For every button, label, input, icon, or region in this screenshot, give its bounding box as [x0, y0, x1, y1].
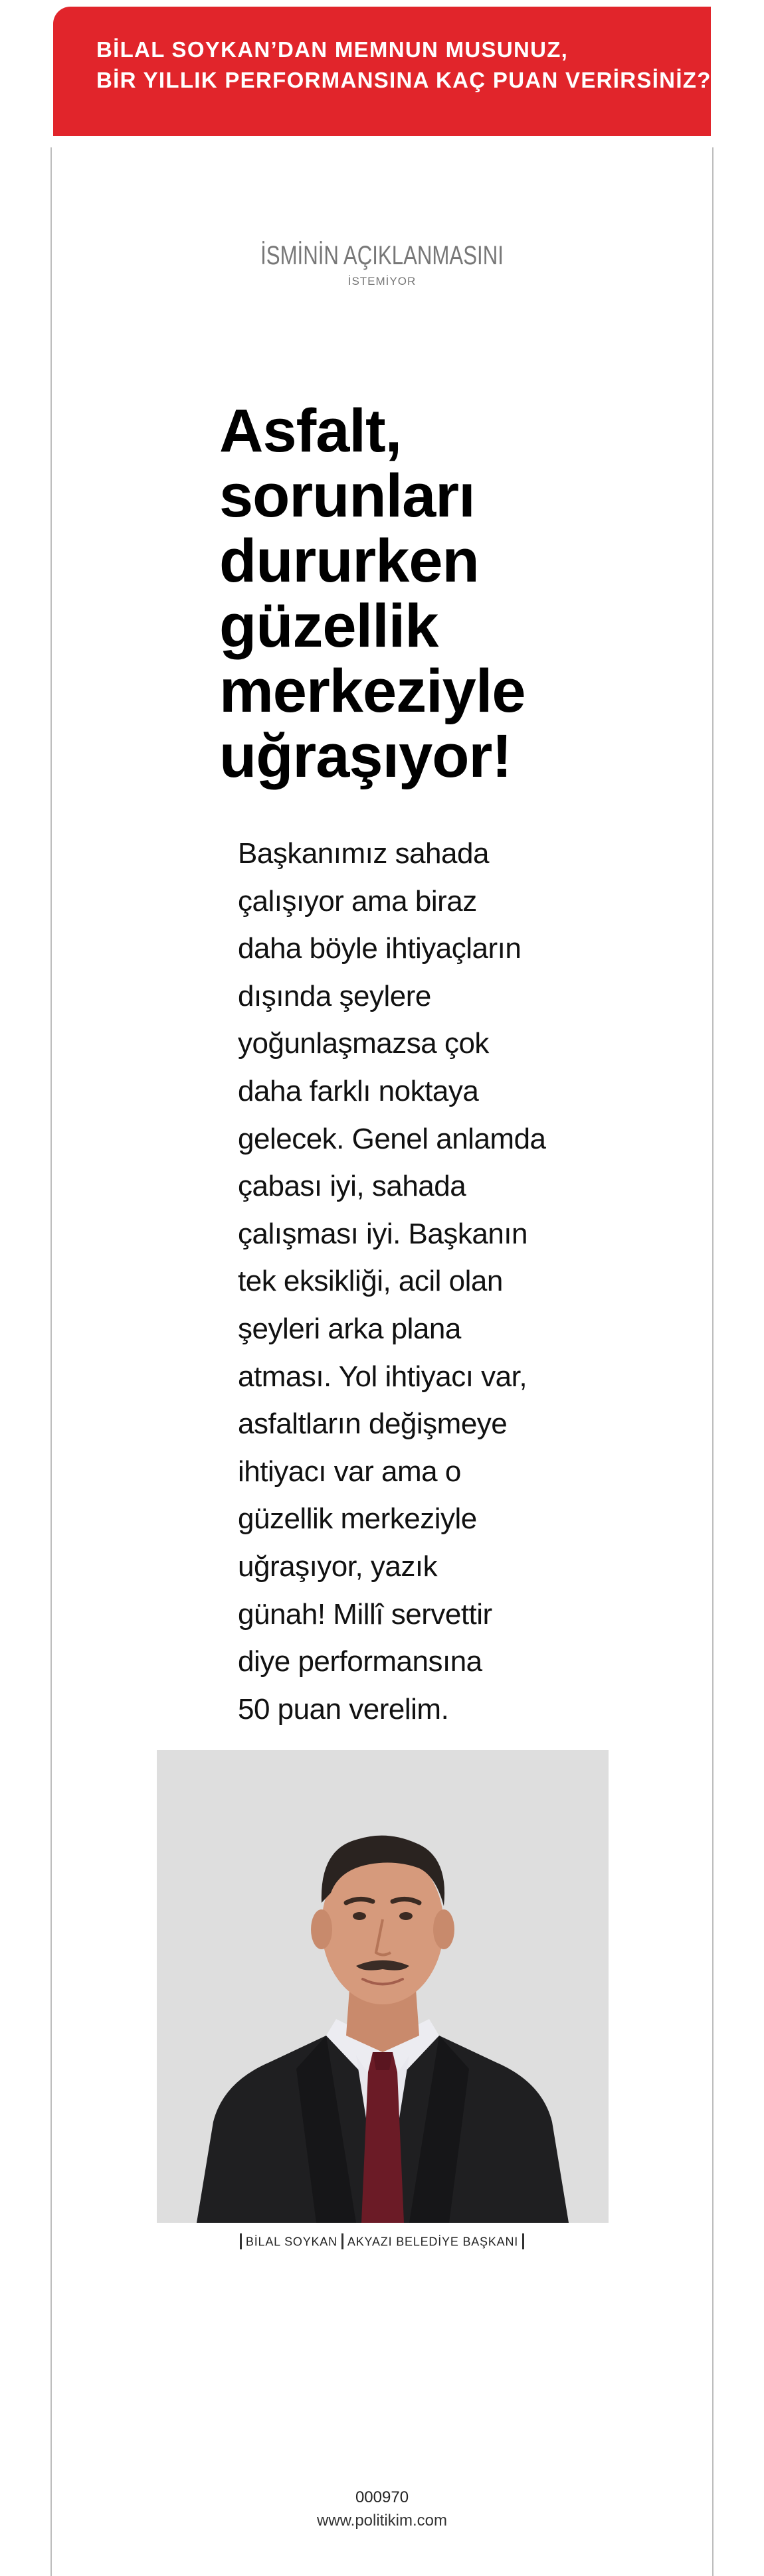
mayor-portrait-photo — [157, 1750, 609, 2223]
headline — [219, 398, 591, 789]
body-line: asfaltların değişmeye — [238, 1408, 508, 1441]
body-line: çalışması iyi. Başkanın — [238, 1217, 527, 1250]
body-line: daha farklı noktaya — [238, 1074, 479, 1107]
body-line: dışında şeylere — [238, 979, 431, 1012]
right-ear — [433, 1909, 454, 1949]
body-line: çalışıyor ama biraz — [238, 884, 477, 918]
body-line: 50 puan verelim. — [238, 1692, 449, 1726]
banner-line-2: BİR YILLIK PERFORMANSINA KAÇ PUAN VERİRSİNİZ? — [96, 68, 712, 92]
left-eye — [353, 1912, 366, 1920]
right-eye — [399, 1912, 413, 1920]
body-line: çabası iyi, sahada — [238, 1170, 466, 1203]
speaker-subtitle: İSTEMİYOR — [347, 275, 417, 287]
caption-title: AKYAZI BELEDİYE BAŞKANI — [347, 2235, 519, 2249]
headline-line: güzellik — [219, 592, 438, 660]
body-line: daha böyle ihtiyaçların — [238, 932, 522, 965]
caption-name: BİLAL SOYKAN — [245, 2235, 337, 2249]
body-line: şeyleri arka plana — [238, 1312, 461, 1345]
question-banner — [53, 7, 711, 136]
caption-divider — [240, 2233, 242, 2249]
body-line: ihtiyacı var ama o — [238, 1455, 461, 1488]
body-line: Başkanımız sahada — [238, 837, 489, 870]
body-line: gelecek. Genel anlamda — [238, 1122, 546, 1155]
headline-line: Asfalt, — [219, 397, 402, 465]
page-border-left — [50, 147, 52, 2576]
portrait-illustration — [157, 1750, 609, 2223]
body-line: yoğunlaşmazsa çok — [238, 1027, 489, 1060]
left-ear — [311, 1909, 332, 1949]
caption-divider — [522, 2233, 524, 2249]
headline-line: uğraşıyor! — [219, 722, 512, 790]
body-line: uğraşıyor, yazık — [238, 1550, 438, 1583]
quote-body — [238, 830, 570, 1733]
body-line: güzellik merkeziyle — [238, 1502, 477, 1536]
caption-divider — [341, 2233, 343, 2249]
footer-url: www.politikim.com — [316, 2512, 448, 2530]
tie-knot — [373, 2052, 393, 2070]
page-border-right — [712, 147, 714, 2576]
body-line: diye performansına — [238, 1645, 482, 1678]
speaker-name: İSMİNİN AÇIKLANMASINI — [260, 241, 504, 270]
headline-line: sorunları — [219, 462, 475, 530]
headline-line: dururken — [219, 527, 479, 595]
body-line: günah! Millî servettir — [238, 1597, 492, 1631]
footer-code: 000970 — [355, 2488, 409, 2506]
body-line: tek eksikliği, acil olan — [238, 1265, 503, 1298]
banner-line-1: BİLAL SOYKAN’DAN MEMNUN MUSUNUZ, — [96, 37, 569, 62]
headline-line: merkeziyle — [219, 657, 525, 725]
photo-caption — [0, 2232, 764, 2250]
body-line: atması. Yol ihtiyacı var, — [238, 1360, 527, 1393]
